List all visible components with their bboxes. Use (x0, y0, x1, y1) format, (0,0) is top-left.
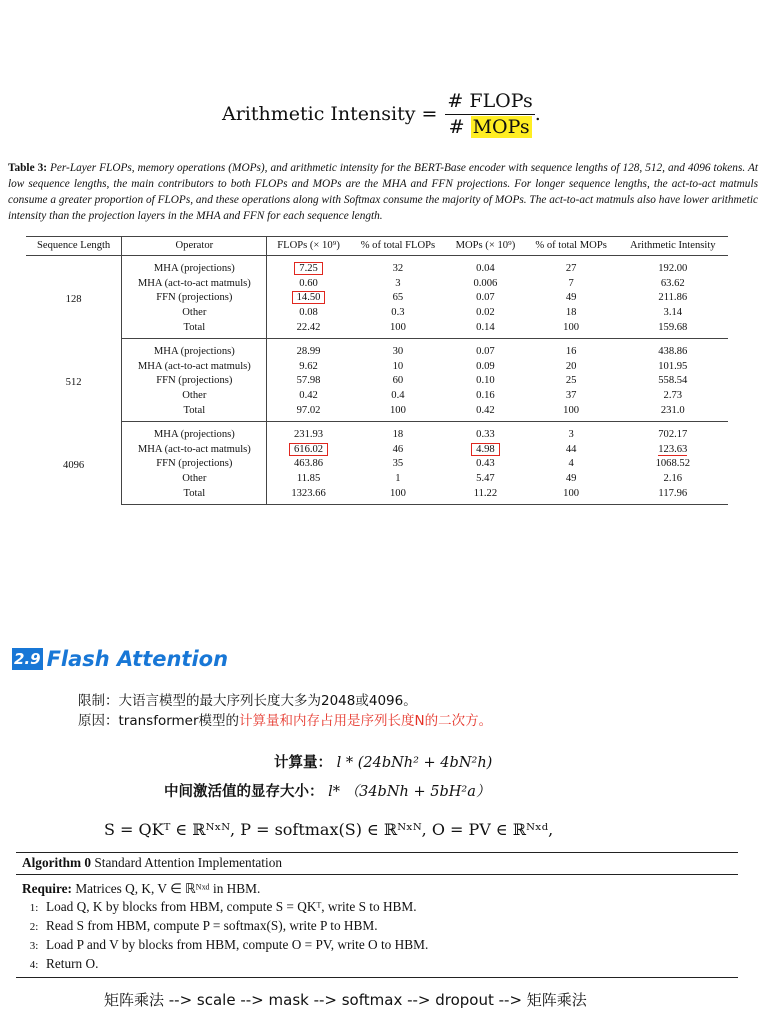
algorithm-step (22, 898, 732, 917)
operator-cell: MHA (act-to-act matmuls) (122, 276, 267, 291)
pct-mops-cell: 100 (525, 403, 618, 421)
memory-label: 中间激活值的显存大小： (164, 784, 324, 800)
intensity-cell: 231.0 (618, 403, 728, 421)
mops-highlight-box: 4.98 (471, 443, 500, 456)
operator-cell: MHA (projections) (122, 338, 267, 358)
compute-formula: l * (24bNh² + 4bN²h) (336, 755, 493, 771)
pct-mops-cell: 100 (525, 486, 618, 504)
formula-lhs: Arithmetic Intensity = (222, 103, 438, 125)
flops-highlight-box: 616.02 (289, 443, 328, 456)
header-pct-flops: % of total FLOPs (350, 237, 447, 256)
step-number: 1: (29, 902, 39, 914)
intensity-cell: 1068.52 (655, 458, 691, 470)
pct-flops-cell: 10 (392, 360, 404, 372)
table-row (26, 320, 728, 338)
caption-text: Per-Layer FLOPs, memory operations (MOPs), and arithmetic intensity for the BERT-Base encoder with sequence lengths of 128, 512, and 4096 tokens. At low sequence lengths, the main contributors to both FLOPs and MOPs are the MHA and FFN projections. For longer sequence lengths, the act-to-act matmuls consume a greater proportion of FLOPs, and these operations along with Softmax consume the majority of MOPs. The act-to-act matmuls also have lower arithmetic intensity than the projection layers in the MHA and FFN for each sequence length. (8, 162, 758, 222)
compute-label: 计算量： (274, 755, 332, 771)
pct-mops-cell: 7 (568, 277, 574, 289)
pct-flops-cell: 100 (350, 403, 447, 421)
table-row (26, 421, 728, 441)
mops-cell: 5.47 (476, 473, 495, 485)
pct-mops-cell: 25 (565, 375, 577, 387)
intensity-cell: 211.86 (658, 292, 688, 304)
step-text: Return O. (46, 956, 99, 971)
flops-cell: 11.85 (296, 473, 321, 485)
intensity-cell: 2.73 (663, 390, 683, 402)
table-row (26, 388, 728, 403)
step-number: 4: (29, 959, 39, 971)
intensity-cell: 3.14 (663, 307, 683, 319)
algorithm-step (22, 936, 732, 955)
table-row (26, 338, 728, 358)
intensity-cell: 101.95 (658, 360, 688, 372)
intensity-cell: 558.54 (658, 375, 688, 387)
require-label: Require: (22, 881, 72, 896)
flops-mops-table (26, 236, 728, 505)
pct-flops-cell: 100 (350, 320, 447, 338)
limit-label: 限制： (78, 693, 119, 709)
pct-mops-cell: 27 (565, 262, 577, 274)
mops-cell: 0.006 (473, 277, 498, 289)
arithmetic-intensity-formula (222, 86, 541, 142)
algorithm-box (16, 852, 738, 978)
step-number: 3: (29, 940, 39, 952)
flops-cell: 0.08 (299, 307, 318, 319)
pct-flops-cell: 100 (350, 486, 447, 504)
pct-mops-cell: 44 (565, 443, 577, 455)
header-seq-length: Sequence Length (26, 237, 122, 256)
table-row (26, 486, 728, 504)
operator-cell: FFN (projections) (122, 457, 267, 472)
table-row (26, 403, 728, 421)
table-row (26, 305, 728, 320)
caption-label: Table 3: (8, 162, 47, 174)
step-text: Read S from HBM, compute P = softmax(S), write P to HBM. (46, 918, 378, 933)
pct-flops-cell: 60 (392, 375, 404, 387)
seq-length-cell: 512 (26, 338, 122, 421)
intensity-cell: 192.00 (658, 262, 688, 274)
algorithm-step (22, 955, 732, 974)
mops-cell: 0.07 (476, 292, 495, 304)
intensity-cell: 702.17 (658, 428, 688, 440)
pct-flops-cell: 35 (392, 458, 404, 470)
flops-cell: 463.86 (293, 458, 324, 470)
pct-mops-cell: 49 (565, 292, 577, 304)
operator-cell: MHA (projections) (122, 256, 267, 276)
algorithm-require (22, 880, 732, 898)
table-group-512 (26, 338, 728, 421)
mops-cell: 0.43 (476, 458, 495, 470)
mops-cell: 0.42 (446, 403, 524, 421)
mops-cell: 0.14 (446, 320, 524, 338)
operator-cell: Total (122, 486, 267, 504)
mops-cell: 0.33 (476, 428, 495, 440)
header-arith-intensity: Arithmetic Intensity (618, 237, 728, 256)
pct-flops-cell: 0.4 (391, 390, 405, 402)
seq-length-cell: 4096 (26, 421, 122, 504)
operator-cell: FFN (projections) (122, 374, 267, 389)
intensity-cell: 117.96 (618, 486, 728, 504)
reason-red: 计算量和内存占用是序列长度N的二次方。 (239, 713, 493, 729)
pct-flops-cell: 46 (392, 443, 404, 455)
memory-note (164, 780, 490, 801)
flops-cell: 0.60 (299, 277, 318, 289)
flops-cell: 28.99 (296, 345, 321, 357)
mops-cell: 11.22 (446, 486, 524, 504)
table-row (26, 291, 728, 306)
reason-plain: transformer模型的 (118, 713, 240, 729)
formula-denominator (447, 115, 534, 138)
attention-equation: S = QKᵀ ∈ ℝᴺˣᴺ, P = softmax(S) ∈ ℝᴺˣᴺ, O = PV ∈ ℝᴺˣᵈ, (104, 820, 554, 839)
table-row (26, 457, 728, 472)
intensity-cell: 159.68 (618, 320, 728, 338)
table-group-4096 (26, 421, 728, 504)
pct-mops-cell: 18 (565, 307, 577, 319)
formula-numerator: # FLOPs (447, 89, 533, 112)
formula-fraction (445, 90, 534, 138)
flops-cell: 9.62 (299, 360, 318, 372)
algorithm-body (16, 875, 738, 978)
pct-mops-cell: 16 (565, 345, 577, 357)
mops-cell: 0.07 (476, 345, 495, 357)
table-row (26, 256, 728, 276)
operator-cell: Other (122, 388, 267, 403)
operator-cell: Total (122, 403, 267, 421)
operator-cell: Other (122, 471, 267, 486)
flops-highlight-box: 14.50 (292, 291, 326, 304)
flops-cell: 57.98 (296, 375, 321, 387)
compute-note (274, 751, 492, 772)
header-operator: Operator (122, 237, 267, 256)
memory-formula: l* （34bNh + 5bH²a） (328, 784, 491, 800)
limit-note (78, 689, 417, 709)
pct-mops-cell: 4 (568, 458, 574, 470)
section-number: 2.9 (14, 650, 41, 668)
operator-cell: MHA (act-to-act matmuls) (122, 359, 267, 374)
seq-length-cell: 128 (26, 256, 122, 339)
limit-text: 大语言模型的最大序列长度大多为2048或4096。 (118, 693, 417, 709)
table-caption (8, 160, 758, 224)
operator-cell: Other (122, 305, 267, 320)
section-heading (12, 645, 228, 673)
mops-cell: 0.09 (476, 360, 495, 372)
pct-flops-cell: 30 (392, 345, 404, 357)
operator-cell: MHA (projections) (122, 421, 267, 441)
flops-cell: 97.02 (267, 403, 350, 421)
algorithm-title-bold: Algorithm 0 (22, 855, 92, 870)
section-title: Flash Attention (46, 647, 229, 671)
mops-cell: 0.10 (476, 375, 495, 387)
table-group-128 (26, 256, 728, 339)
reason-note (78, 709, 492, 729)
pct-flops-cell: 3 (395, 277, 401, 289)
flops-cell: 1323.66 (267, 486, 350, 504)
reason-label: 原因： (78, 713, 119, 729)
flops-cell (267, 291, 350, 306)
algorithm-step (22, 917, 732, 936)
mops-cell: 0.02 (476, 307, 495, 319)
step-number: 2: (29, 921, 39, 933)
pct-flops-cell: 65 (392, 292, 404, 304)
denominator-highlight: MOPs (472, 116, 530, 139)
table-row (26, 471, 728, 486)
flops-cell: 0.42 (299, 390, 318, 402)
table-header-row (26, 237, 728, 256)
flops-cell (267, 442, 350, 457)
algorithm-title: Standard Attention Implementation (94, 855, 282, 870)
table-row (26, 359, 728, 374)
header-pct-mops: % of total MOPs (525, 237, 618, 256)
intensity-cell (618, 442, 728, 457)
table-row (26, 442, 728, 457)
flops-cell: 231.93 (293, 428, 324, 440)
pct-mops-cell: 100 (525, 320, 618, 338)
step-text: Load P and V by blocks from HBM, compute O = PV, write O to HBM. (46, 937, 429, 952)
intensity-cell: 2.16 (663, 473, 683, 485)
flops-cell (267, 256, 350, 276)
pct-flops-cell: 32 (392, 262, 404, 274)
pct-flops-cell: 1 (395, 473, 401, 485)
step-text: Load Q, K by blocks from HBM, compute S = QKᵀ, write S to HBM. (46, 899, 417, 914)
flops-cell: 22.42 (267, 320, 350, 338)
intensity-cell: 438.86 (658, 345, 688, 357)
operator-cell: MHA (act-to-act matmuls) (122, 442, 267, 457)
operator-cell: Total (122, 320, 267, 338)
header-flops: FLOPs (× 10⁹) (267, 237, 350, 256)
pct-flops-cell: 18 (392, 428, 404, 440)
pct-mops-cell: 20 (565, 360, 577, 372)
intensity-cell: 63.62 (660, 277, 685, 289)
require-text: Matrices Q, K, V ∈ ℝᴺˣᵈ in HBM. (75, 881, 261, 896)
pct-mops-cell: 3 (568, 428, 574, 440)
mops-cell (446, 442, 524, 457)
pct-mops-cell: 49 (565, 473, 577, 485)
mops-cell: 0.16 (476, 390, 495, 402)
mops-cell: 0.04 (476, 262, 495, 274)
algorithm-header (16, 852, 738, 875)
table-row (26, 276, 728, 291)
intensity-underline: 123.63 (658, 443, 688, 455)
table-row (26, 374, 728, 389)
flops-highlight-box: 7.25 (294, 262, 323, 275)
attention-pipeline: 矩阵乘法 --> scale --> mask --> softmax --> dropout --> 矩阵乘法 (104, 991, 587, 1009)
pct-mops-cell: 37 (565, 390, 577, 402)
formula-period: . (534, 103, 541, 125)
denominator-prefix: # (448, 116, 471, 139)
header-mops: MOPs (× 10⁹) (446, 237, 524, 256)
operator-cell: FFN (projections) (122, 291, 267, 306)
pct-flops-cell: 0.3 (391, 307, 405, 319)
